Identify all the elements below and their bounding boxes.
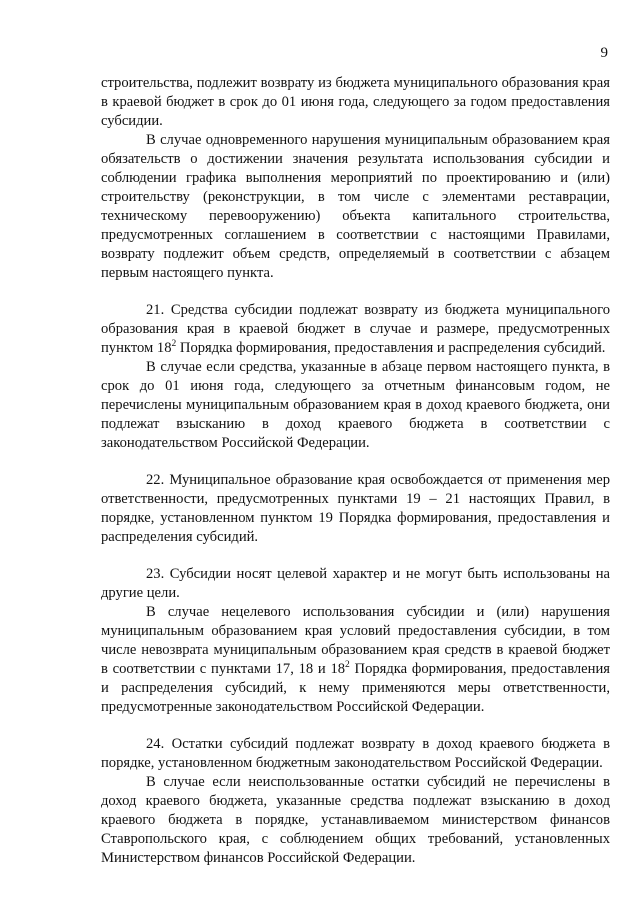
paragraph-clause-21 xyxy=(101,301,610,358)
superscript-marker: 2 xyxy=(345,660,350,670)
clause-21-text-end: Порядка формирования, предоставления и распределения субсидий. xyxy=(176,340,606,356)
paragraph-clause-22: 22. Муниципальное образование края освобождается от применения мер ответственности, предусмотренных пунктами 19 – 21 настоящих Правил, в порядке, установленном пунктом 19 Порядка формирования, предоставления и распределения субсидий. xyxy=(101,472,610,545)
paragraph-continuation: строительства, подлежит возврату из бюджета муниципального образования края в краевой бюджет в срок до 01 июня года, следующего за годом предоставления субсидии. xyxy=(101,75,610,129)
page-number: 9 xyxy=(600,45,608,61)
superscript-marker: 2 xyxy=(171,339,177,349)
paragraph-simultaneous-violation: В случае одновременного нарушения муниципальным образованием края обязательств о достижении значения результата использования субсидии и соблюдении графика выполнения мероприятий по проектированию и (или) строительству (реконструкции, в том числе с элементами реставрации, техническому перевооружению) объекта капитального строительства, предусмотренных соглашением в соответствии с настоящими Правилами, возврату подлежит объем средств, определяемый в соответствии с абзацем первым настоящего пункта. xyxy=(101,132,610,281)
paragraph-clause-23: 23. Субсидии носят целевой характер и не могут быть использованы на другие цели. xyxy=(101,566,610,601)
paragraph-clause-24: 24. Остатки субсидий подлежат возврату в доход краевого бюджета в порядке, установленном бюджетным законодательством Российской Федерации. xyxy=(101,736,610,771)
paragraph-clause-23-misuse xyxy=(101,603,610,717)
clause-23-text-start: В случае нецелевого использования субсидии и (или) нарушения муниципальным образованием края условий предоставления субсидии, в том числе невозврата муниципальным образованием края средств в краевой бюджет в соответствии с пунктами 17, 18 и 18 xyxy=(101,604,610,677)
clause-21-text-start: 21. Средства субсидии подлежат возврату из бюджета муниципального образования края в краевой бюджет в случае и размере, предусмотренных пунктом 18 xyxy=(101,302,610,356)
paragraph-clause-24-recovery: В случае если неиспользованные остатки субсидий не перечислены в доход краевого бюджета, указанные средства подлежат взысканию в доход краевого бюджета в порядке, устанавливаемом министерством финансов Ставропольского края, с соблюдением общих требований, установленных Министерством финансов Российской Федерации. xyxy=(101,774,610,866)
paragraph-clause-21-recovery: В случае если средства, указанные в абзаце первом настоящего пункта, в срок до 01 июня года, следующего за отчетным финансовым годом, не перечислены муниципальным образованием края в доход краевого бюджета, они подлежат взысканию в доход краевого бюджета в соответствии с законодательством Российской Федерации. xyxy=(101,359,610,451)
document-body xyxy=(101,74,610,868)
clause-23-text-end: Порядка формирования, предоставления и распределения субсидий, к нему применяются меры ответственности, предусмотренные законодательством Российской Федерации. xyxy=(101,661,610,715)
